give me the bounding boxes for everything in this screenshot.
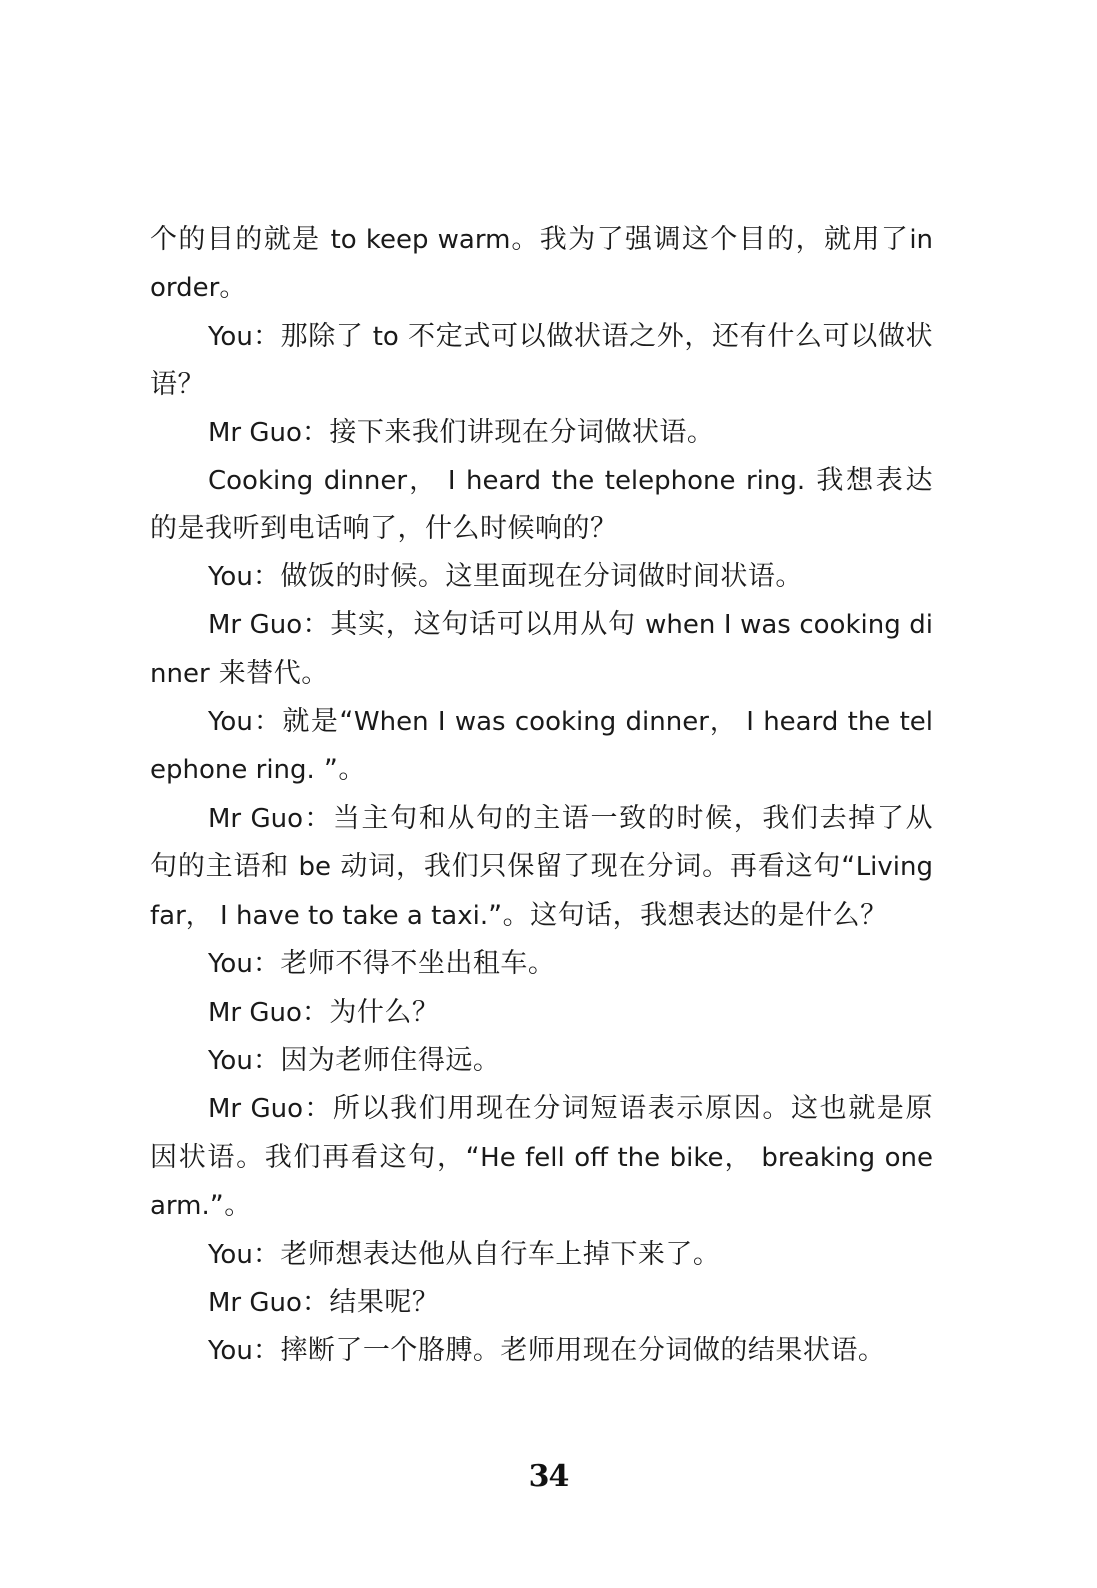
chinese-text: ：所以我们用现在分词短语表示原因。这也就是原因状语。我们再看这句，“	[150, 1093, 934, 1173]
chinese-text: ：老师想表达他从自行车上掉下来了。	[252, 1238, 721, 1270]
english-text: You	[208, 321, 253, 352]
english-text: Mr Guo	[208, 1287, 302, 1318]
chinese-text: ：为什么？	[301, 996, 440, 1028]
english-text: You	[208, 1239, 253, 1270]
dialogue-paragraph	[150, 553, 933, 601]
chinese-text: 来替代。	[209, 657, 329, 689]
chinese-text: 。	[219, 272, 247, 304]
dialogue-paragraph	[150, 1037, 933, 1085]
english-text: Mr Guo	[208, 610, 303, 641]
english-text: to keep warm	[330, 225, 511, 255]
dialogue-paragraph	[150, 795, 933, 940]
chinese-text: ：因为老师住得远。	[252, 1044, 501, 1076]
chinese-text: ：老师不得不坐出租车。	[252, 948, 556, 980]
english-text: to	[372, 321, 399, 352]
english-text: when I was cooking dinner	[150, 610, 933, 689]
chinese-text: ”。	[209, 1190, 252, 1222]
chinese-text: ：那除了	[252, 320, 373, 352]
english-text: You	[208, 561, 253, 592]
chinese-text: 动词，我们只保留了现在分词。再看这句“	[331, 851, 856, 883]
chinese-text: ：就是“	[252, 706, 354, 738]
chinese-text: 。我为了强调这个目的，就用了	[510, 224, 910, 255]
chinese-text: 个的目的就是	[150, 224, 331, 255]
chinese-text: ：结果呢？	[301, 1286, 440, 1318]
english-text: Living far， I have to take a taxi.	[150, 852, 933, 931]
dialogue-paragraph	[150, 313, 933, 409]
dialogue-paragraph	[150, 1085, 933, 1230]
chinese-text: 不定式可以做状语之外，还有什么可以做状语？	[150, 320, 933, 401]
dialogue-paragraph	[150, 989, 933, 1037]
chinese-text: ：接下来我们讲现在分词做状语。	[301, 416, 715, 448]
dialogue-paragraph	[150, 940, 933, 988]
english-text: Mr Guo	[208, 417, 302, 448]
dialogue-paragraph	[150, 698, 933, 795]
dialogue-paragraph	[150, 216, 933, 313]
english-text: You	[208, 1336, 253, 1367]
english-text: Mr Guo	[208, 997, 302, 1028]
english-text: You	[208, 1045, 253, 1076]
chinese-text: ：当主句和从句的主语一致的时候，我们去掉了从句的主语和	[150, 802, 934, 883]
page-body	[150, 216, 933, 1376]
english-text: in order	[150, 225, 934, 304]
chinese-text: ：摔断了一个胳膊。老师用现在分词做的结果状语。	[252, 1335, 886, 1367]
english-text: be	[298, 852, 332, 883]
chinese-text: ：其实，这句话可以用从句	[302, 609, 646, 641]
english-text: You	[208, 949, 253, 980]
chinese-text: 我想表达的是我听到电话响了，什么时候响的？	[150, 465, 933, 545]
english-text: Cooking dinner， I heard the telephone ring.	[208, 466, 806, 497]
dialogue-paragraph	[150, 409, 933, 457]
dialogue-paragraph	[150, 1327, 933, 1375]
dialogue-paragraph	[150, 457, 933, 553]
page-number: 34	[528, 1459, 569, 1494]
chinese-text: ”。	[314, 754, 366, 786]
dialogue-paragraph	[150, 601, 933, 698]
chinese-text: ：做饭的时候。这里面现在分词做时间状语。	[252, 560, 803, 592]
english-text: He fell off the bike， breaking one arm.	[150, 1142, 933, 1222]
english-text: When I was cooking dinner， I heard the telephone ring.	[150, 707, 933, 786]
dialogue-paragraph	[150, 1279, 933, 1327]
english-text: Mr Guo	[208, 1094, 304, 1125]
chinese-text: ”。这句话，我想表达的是什么？	[488, 899, 888, 931]
english-text: You	[208, 707, 253, 738]
english-text: Mr Guo	[208, 803, 304, 834]
dialogue-paragraph	[150, 1231, 933, 1279]
